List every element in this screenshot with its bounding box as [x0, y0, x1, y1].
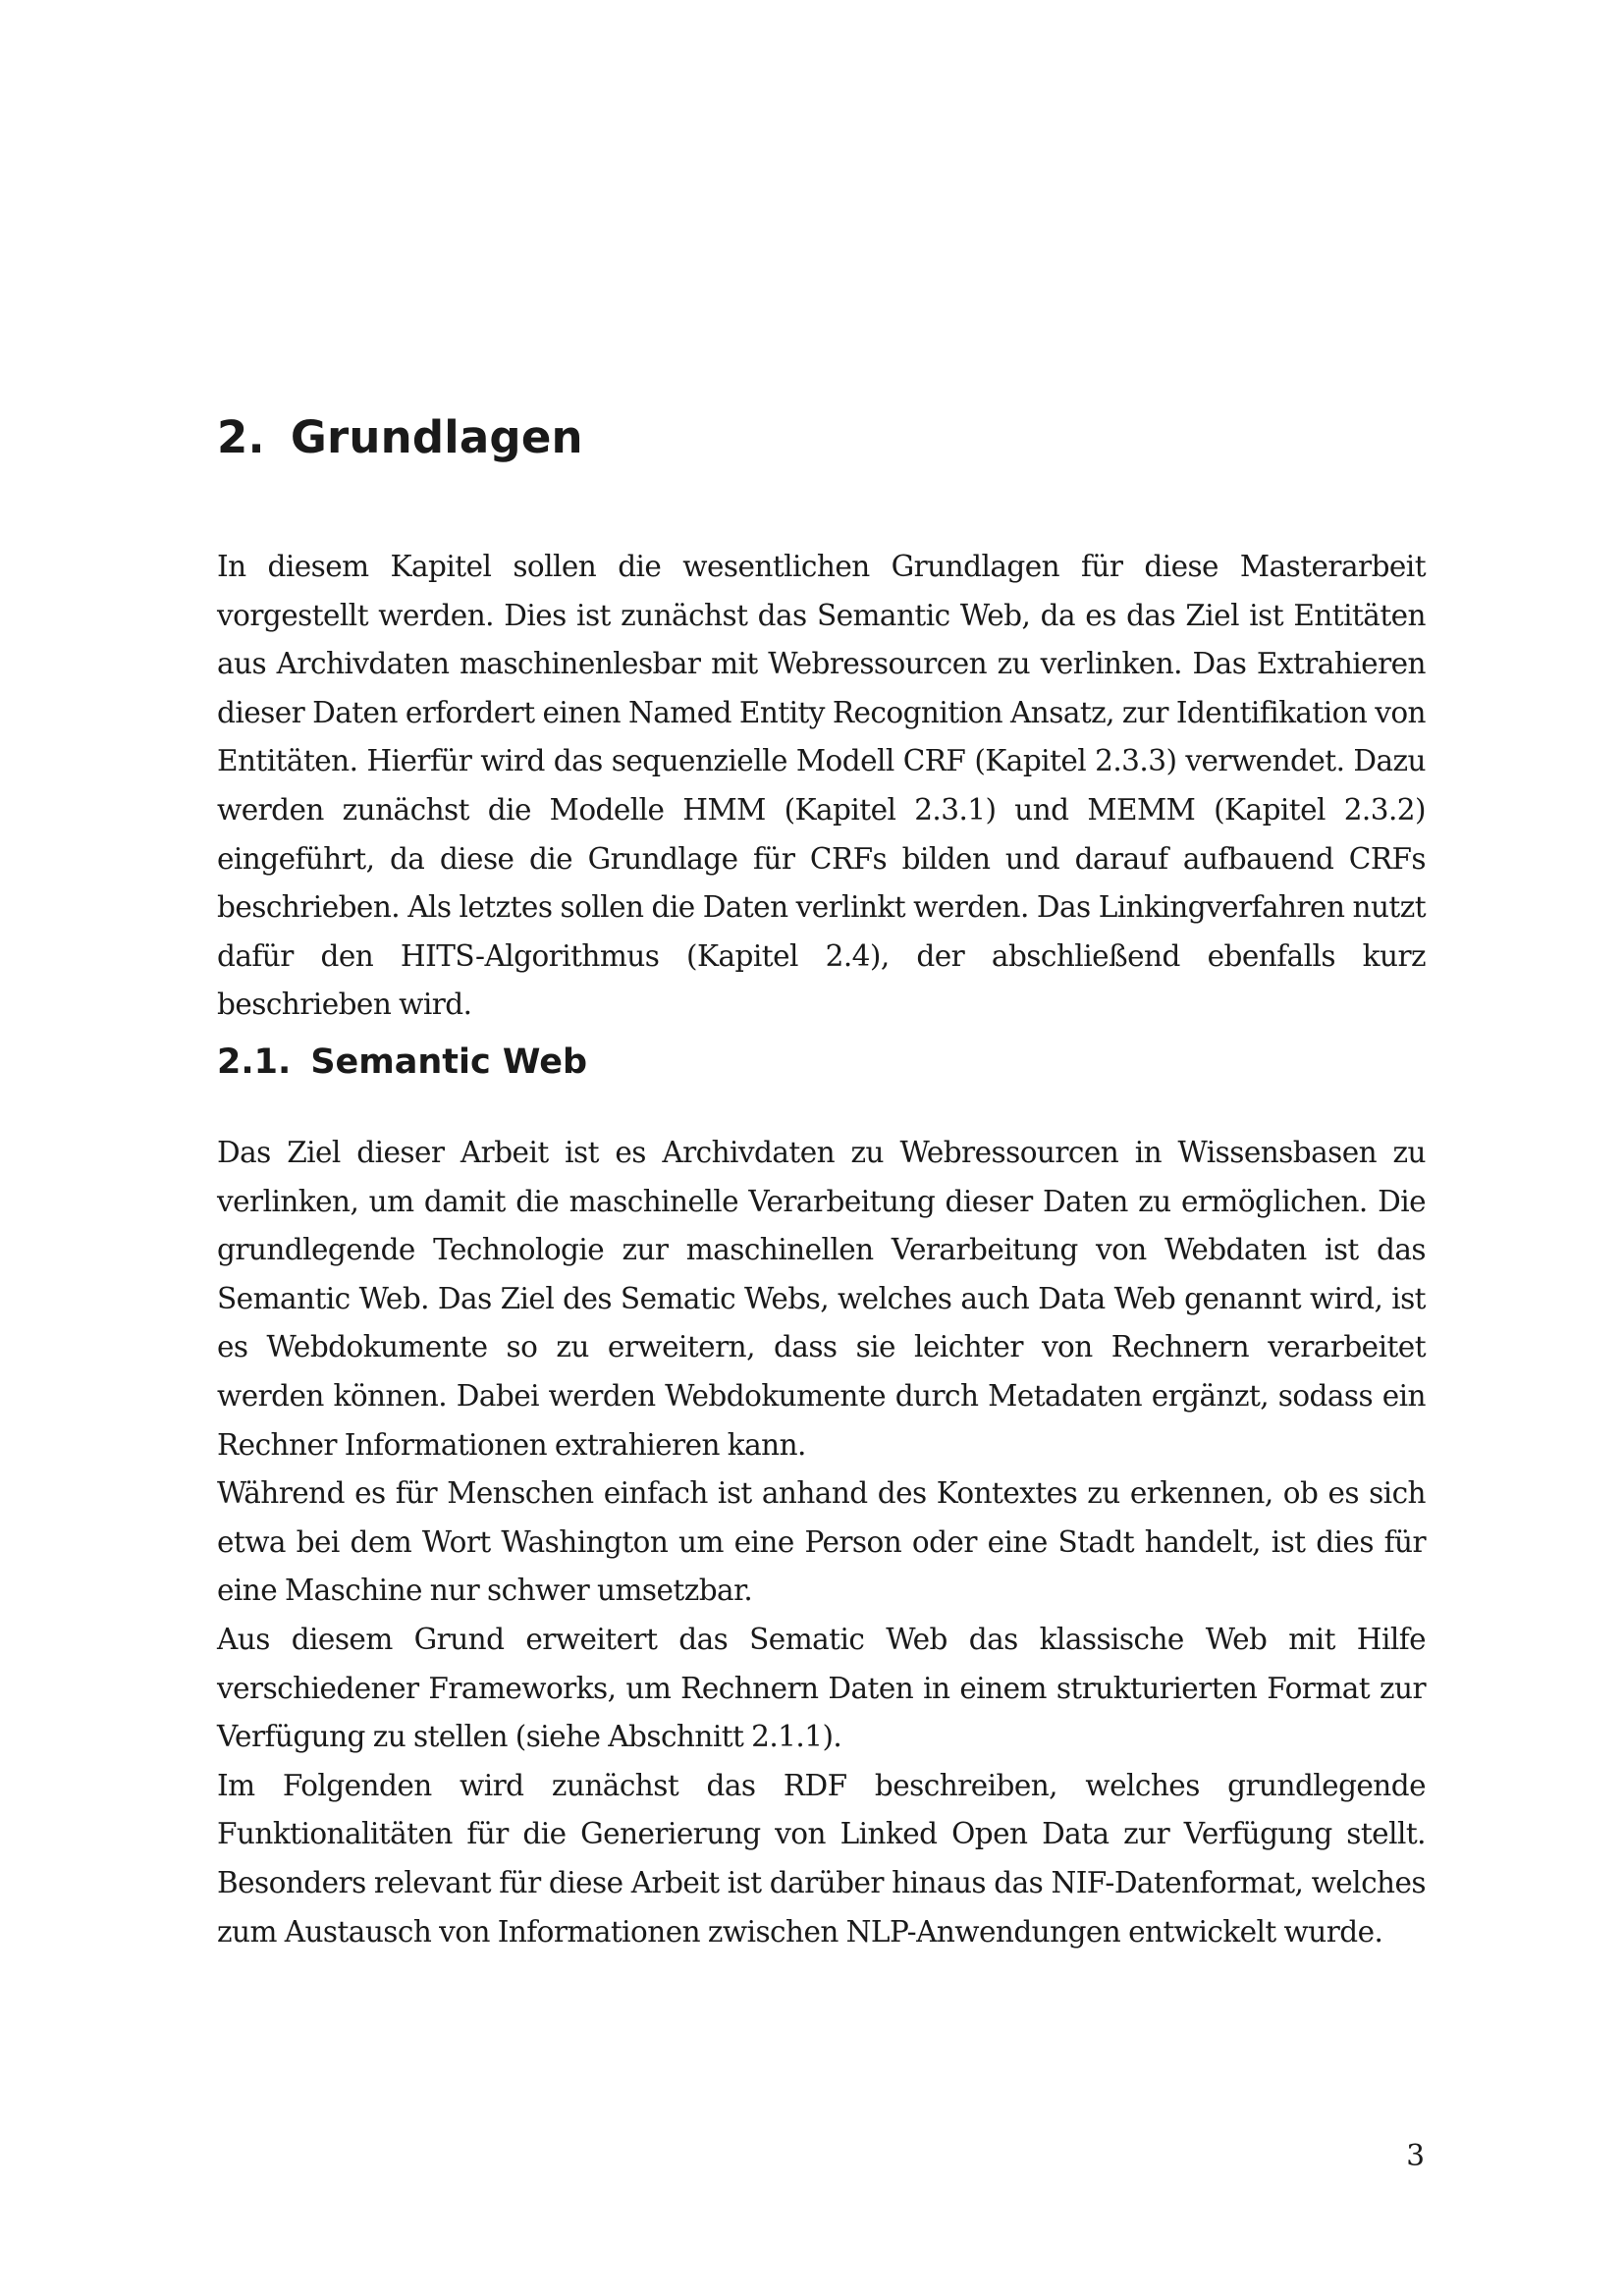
- section-heading: [217, 1041, 587, 1084]
- section-body: [217, 1129, 1426, 1956]
- intro-paragraph: In diesem Kapitel sollen die wesentlichen Grundlagen für diese Masterarbeit vorgestellt werden. Dies ist zunächst das Semantic Web, da es das Ziel ist Entitäten aus Archivdaten maschinenlesbar mit Webressourcen zu verlinken. Das Extrahieren dieser Daten erfordert einen Named Entity Recognition Ansatz, zur Identifikation von Entitäten. Hierfür wird das sequenzielle Modell CRF (Kapitel 2.3.3) verwendet. Dazu werden zunächst die Modelle HMM (Kapitel 2.3.1) und MEMM (Kapitel 2.3.2) eingeführt, da diese die Grundlage für CRFs bilden und darauf aufbauend CRFs beschrieben. Als letztes sollen die Daten verlinkt werden. Das Linkingverfahren nutzt dafür den HITS-Algorithmus (Kapitel 2.4), der abschließend ebenfalls kurz beschrieben wird.: [217, 550, 1426, 1022]
- section-paragraph-1: Das Ziel dieser Arbeit ist es Archivdaten zu Webressourcen in Wissensbasen zu verlinken, um damit die maschinelle Verarbeitung dieser Daten zu ermöglichen. Die grundlegende Technologie zur maschinellen Verarbeitung von Webdaten ist das Semantic Web. Das Ziel des Sematic Webs, welches auch Data Web genannt wird, ist es Webdokumente so zu erweitern, dass sie leichter von Rechnern verarbeitet werden können. Dabei werden Webdokumente durch Metadaten ergänzt, sodass ein Rechner Informationen extrahieren kann.: [217, 1136, 1426, 1462]
- intro-text: [217, 543, 1426, 1030]
- chapter-heading: [217, 410, 583, 465]
- page-number: 3: [1406, 2139, 1425, 2172]
- chapter-number: 2.: [217, 411, 265, 463]
- section-number: 2.1.: [217, 1042, 292, 1082]
- section-title: Semantic Web: [310, 1042, 588, 1082]
- chapter-title: Grundlagen: [290, 411, 583, 463]
- section-paragraph-4: Im Folgenden wird zunächst das RDF beschreiben, welches grundlegende Funktionalitäten für die Generierung von Linked Open Data zur Verfügung stellt. Besonders relevant für diese Arbeit ist darüber hinaus das NIF-Datenformat, welches zum Austausch von Informationen zwischen NLP-Anwendungen entwickelt wurde.: [217, 1768, 1426, 1949]
- section-paragraph-2: Während es für Menschen einfach ist anhand des Kontextes zu erkennen, ob es sich etwa bei dem Wort Washington um eine Person oder eine Stadt handelt, ist dies für eine Maschine nur schwer umsetzbar.: [217, 1476, 1426, 1608]
- section-paragraph-3: Aus diesem Grund erweitert das Sematic Web das klassische Web mit Hilfe verschiedener Frameworks, um Rechnern Daten in einem strukturierten Format zur Verfügung zu stellen (siehe Abschnitt 2.1.1).: [217, 1622, 1426, 1754]
